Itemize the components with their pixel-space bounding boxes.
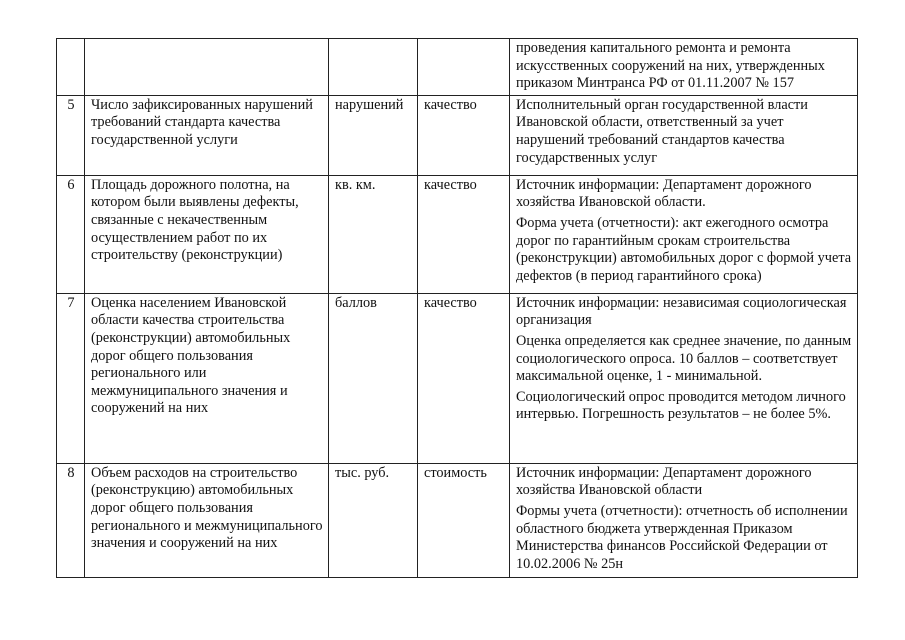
row-number-cell: 5 <box>57 95 85 175</box>
indicator-name-cell <box>85 39 329 96</box>
unit-cell: тыс. руб. <box>329 463 418 577</box>
type-cell <box>418 39 510 96</box>
description-cell <box>510 293 858 463</box>
unit-cell: баллов <box>329 293 418 463</box>
unit-cell <box>329 39 418 96</box>
table-row <box>57 293 858 463</box>
indicator-name-cell: Число зафиксированных нарушений требований стандарта качества государственной услуги <box>85 95 329 175</box>
description-cell <box>510 95 858 175</box>
row-number-cell: 8 <box>57 463 85 577</box>
row-number-cell <box>57 39 85 96</box>
table-row <box>57 463 858 577</box>
row-number-cell: 6 <box>57 175 85 293</box>
description-paragraph: Формы учета (отчетности): отчетность об исполнении областного бюджета утвержденная Приказом Министерства финансов Российской Федерации от 10.02.2006 № 25н <box>516 502 848 572</box>
table-row <box>57 95 858 175</box>
description-paragraph: Форма учета (отчетности): акт ежегодного осмотра дорог по гарантийным срокам строительства (реконструкции) автомобильных дорог с формой учета дефектов (в период гарантийного срока) <box>516 214 852 284</box>
description-paragraph: Источник информации: Департамент дорожного хозяйства Ивановской области. <box>516 176 812 211</box>
description-paragraph: Источник информации: Департамент дорожного хозяйства Ивановской области <box>516 464 812 499</box>
description-paragraph: Источник информации: независимая социологическая организация <box>516 294 847 329</box>
description-paragraph: Исполнительный орган государственной власти Ивановской области, ответственный за учет нарушений требований стандартов качества государственных услуг <box>516 96 808 166</box>
indicators-table <box>56 38 858 578</box>
description-paragraph: Социологический опрос проводится методом личного интервью. Погрешность результатов – не более 5%. <box>516 388 846 423</box>
indicator-name-cell: Площадь дорожного полотна, на котором были выявлены дефекты, связанные с некачественным осуществлением работ по их строительству (реконструкции) <box>85 175 329 293</box>
description-cell <box>510 463 858 577</box>
row-number-cell: 7 <box>57 293 85 463</box>
unit-cell: нарушений <box>329 95 418 175</box>
indicator-name-cell: Объем расходов на строительство (реконструкцию) автомобильных дорог общего пользования регионального и межмуниципального значения и сооружений на них <box>85 463 329 577</box>
type-cell: стоимость <box>418 463 510 577</box>
unit-cell: кв. км. <box>329 175 418 293</box>
table-row <box>57 175 858 293</box>
description-cell <box>510 39 858 96</box>
indicator-name-cell: Оценка населением Ивановской области качества строительства (реконструкции) автомобильных дорог общего пользования регионального или межмуниципального значения и сооружений на них <box>85 293 329 463</box>
type-cell: качество <box>418 293 510 463</box>
type-cell: качество <box>418 175 510 293</box>
description-paragraph: проведения капитального ремонта и ремонта искусственных сооружений на них, утвержденных приказом Минтранса РФ от 01.11.2007 № 157 <box>516 40 825 92</box>
description-paragraph: Оценка определяется как среднее значение, по данным социологического опроса. 10 баллов – соответствует максимальной оценке, 1 - минимальной. <box>516 332 852 385</box>
type-cell: качество <box>418 95 510 175</box>
description-cell <box>510 175 858 293</box>
table-row <box>57 39 858 96</box>
